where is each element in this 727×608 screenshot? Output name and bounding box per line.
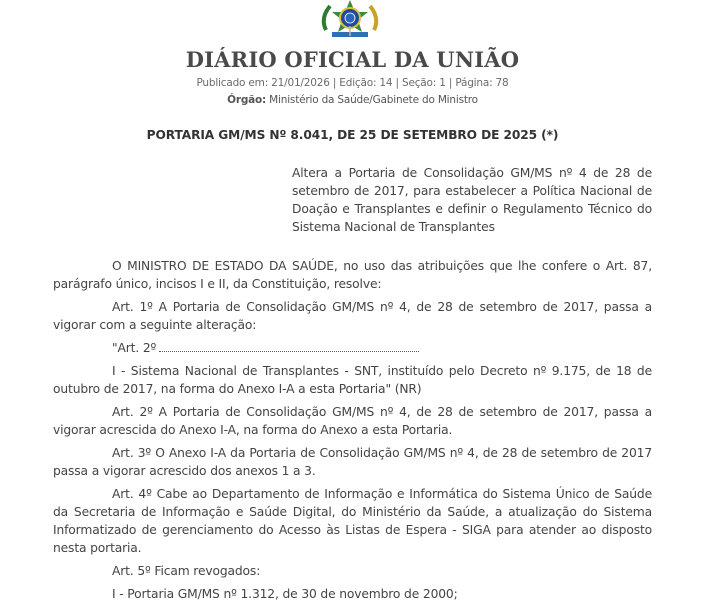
brazil-coat-of-arms-icon (318, 0, 382, 38)
paragraph-inciso-i: I - Sistema Nacional de Transplantes - SNT, instituído pelo Decreto nº 9.175, de 18 de outubro de 2017, na forma do Anexo I-A a esta Portaria" (NR) (53, 364, 652, 396)
paragraph-art-4: Art. 4º Cabe ao Departamento de Informação e Informática do Sistema Único de Saúde da Secretaria de Informação e Saúde Digital, do Ministério da Saúde, a atualização do Sistema Informatizado de gerenciamento do Acesso às Listas de Espera - SIGA para atender ao disposto nesta portaria. (53, 487, 652, 555)
ementa: Altera a Portaria de Consolidação GM/MS nº 4 de 28 de setembro de 2017, para estabelecer a Política Nacional de Doação e Transplantes e definir o Regulamento Técnico do Sistema Nacional de Transplantes (292, 166, 652, 234)
organ-info (0, 94, 705, 106)
portaria-title: PORTARIA GM/MS Nº 8.041, DE 25 DE SETEMBRO DE 2025 (*) (146, 128, 559, 142)
paragraph-art-5: Art. 5º Ficam revogados: (112, 564, 261, 578)
publication-info: Publicado em: 21/01/2026 | Edição: 14 | Seção: 1 | Página: 78 (196, 77, 509, 89)
organ-label: Órgão: (227, 94, 267, 106)
organ-value: Ministério da Saúde/Gabinete do Ministro (269, 94, 478, 106)
paragraph-art-1: Art. 1º A Portaria de Consolidação GM/MS nº 4, de 28 de setembro de 2017, passa a vigorar com a seguinte alteração: (53, 300, 652, 332)
paragraph-art-2: Art. 2º A Portaria de Consolidação GM/MS nº 4, de 28 de setembro de 2017, passa a vigorar acrescida do Anexo I-A, na forma do Anexo a esta Portaria. (53, 405, 652, 437)
dotted-leader (159, 341, 419, 352)
coat-of-arms-emblem (318, 0, 382, 38)
document-body (53, 257, 652, 608)
paragraph-preamble: O MINISTRO DE ESTADO DA SAÚDE, no uso das atribuições que lhe confere o Art. 87, parágrafo único, incisos I e II, da Constituição, resolve: (53, 259, 652, 291)
paragraph-art-3: Art. 3º O Anexo I-A da Portaria de Consolidação GM/MS nº 4, de 28 de setembro de 2017 passa a vigorar acrescido dos anexos 1 a 3. (53, 446, 652, 478)
paragraph-art-2-quote (53, 339, 652, 357)
paragraph-revoked-i: I - Portaria GM/MS nº 1.312, de 30 de novembro de 2000; (112, 587, 458, 601)
art-2-quote-text: "Art. 2º (112, 341, 157, 355)
newspaper-title: DIÁRIO OFICIAL DA UNIÃO (185, 47, 520, 72)
